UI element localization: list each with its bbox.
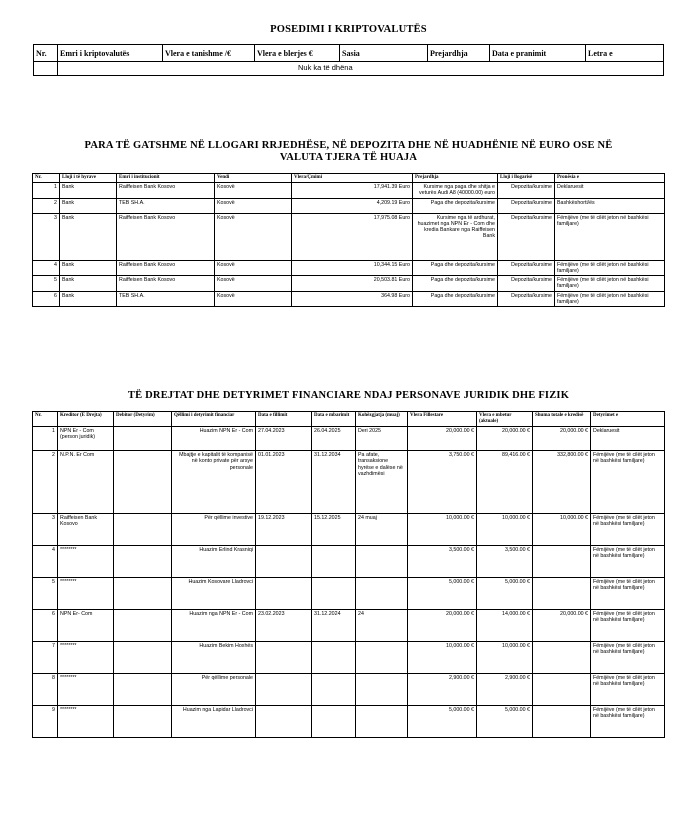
accounts-cell: Kursime nga të ardhurat, huazimet nga NPN Er - Com dhe kredia Bankare nga Raiffeisen Bank — [413, 213, 498, 260]
liabilities-cell — [356, 546, 408, 578]
liabilities-cell: 7 — [33, 642, 58, 674]
accounts-cell: Raiffeisen Bank Kosovo — [117, 276, 215, 292]
liabilities-header-cell: Vlera e mbetur (aktuale) — [477, 412, 533, 427]
liabilities-cell: Huazim Kosovare Lladrovci — [172, 578, 256, 610]
accounts-cell: Raiffeisen Bank Kosovo — [117, 260, 215, 276]
liabilities-cell: 3 — [33, 514, 58, 546]
liabilities-cell: Mbajtje e kapitalit të kompanisë në konto private për arsye personale — [172, 451, 256, 514]
crypto-header-row — [34, 45, 664, 62]
liabilities-cell — [533, 578, 591, 610]
liabilities-cell: ******** — [58, 674, 114, 706]
accounts-cell: Kosovë — [215, 291, 292, 307]
liabilities-cell: 332,800.00 € — [533, 451, 591, 514]
liabilities-cell: N.P.N. Er Com — [58, 451, 114, 514]
accounts-cell: Bank — [60, 260, 117, 276]
accounts-header-cell: Lloji i të hyrave — [60, 174, 117, 183]
liabilities-cell — [256, 706, 312, 738]
liabilities-cell: Fëmijëve (me të cilët jeton në bashkësi familjare) — [591, 514, 665, 546]
liabilities-row — [33, 578, 665, 610]
liabilities-cell: 3,500.00 € — [477, 546, 533, 578]
liabilities-cell: 3,500.00 € — [408, 546, 477, 578]
liabilities-header-cell: Data e fillimit — [256, 412, 312, 427]
accounts-cell: Depozita/kursime — [498, 260, 555, 276]
liabilities-table — [32, 411, 665, 738]
accounts-cell: 4,209.19 Euro — [292, 198, 413, 213]
liabilities-cell: Huazim nga Lapidar Lladrovci — [172, 706, 256, 738]
accounts-cell: Kosovë — [215, 260, 292, 276]
accounts-title-line1: PARA TË GATSHME NË LLOGARI RRJEDHËSE, NË DEPOZITA DHE NË HUADHËNIE NË EURO OSE NË — [84, 140, 613, 151]
accounts-cell: TEB SH.A. — [117, 198, 215, 213]
accounts-cell: Kosovë — [215, 198, 292, 213]
liabilities-cell: 9 — [33, 706, 58, 738]
crypto-header-cell: Vlera e blerjes € — [255, 45, 340, 62]
accounts-cell: 6 — [33, 291, 60, 307]
liabilities-cell: NPN Er - Com (person juridik) — [58, 427, 114, 451]
liabilities-cell — [256, 546, 312, 578]
accounts-cell: 1 — [33, 183, 60, 199]
accounts-cell: 4 — [33, 260, 60, 276]
accounts-row — [33, 213, 665, 260]
liabilities-cell: Fëmijëve (me të cilët jeton në bashkësi familjare) — [591, 674, 665, 706]
liabilities-cell: 5,000.00 € — [477, 578, 533, 610]
liabilities-cell: 2,900.00 € — [408, 674, 477, 706]
liabilities-cell: 26.04.2025 — [312, 427, 356, 451]
liabilities-cell: Fëmijëve (me të cilët jeton në bashkësi familjare) — [591, 610, 665, 642]
liabilities-cell: ******** — [58, 642, 114, 674]
liabilities-row — [33, 514, 665, 546]
liabilities-cell: 5,000.00 € — [408, 578, 477, 610]
liabilities-header-cell: Qëllimi i detyrimit financiar — [172, 412, 256, 427]
liabilities-title: TË DREJTAT DHE DETYRIMET FINANCIARE NDAJ PERSONAVE JURIDIK DHE FIZIK — [127, 390, 570, 401]
liabilities-cell: 8 — [33, 674, 58, 706]
liabilities-row — [33, 674, 665, 706]
accounts-header-cell: Pronësia e — [555, 174, 665, 183]
accounts-cell: Paga dhe depozita/kursime — [413, 198, 498, 213]
liabilities-row — [33, 706, 665, 738]
crypto-title: POSEDIMI I KRIPTOVALUTËS — [270, 24, 427, 35]
liabilities-cell: 31.12.2024 — [312, 610, 356, 642]
accounts-cell: Bank — [60, 213, 117, 260]
liabilities-cell: Huazim Bekim Hoxhës — [172, 642, 256, 674]
liabilities-cell: 20,000.00 € — [477, 427, 533, 451]
liabilities-cell: 27.04.2023 — [256, 427, 312, 451]
crypto-header-cell: Prejardhja — [428, 45, 490, 62]
liabilities-cell: 5 — [33, 578, 58, 610]
accounts-header-cell: Prejardhja — [413, 174, 498, 183]
crypto-header-cell: Emri i kriptovalutës — [58, 45, 163, 62]
crypto-header-cell: Vlera e tanishme /€ — [163, 45, 255, 62]
accounts-header-cell: Nr. — [33, 174, 60, 183]
accounts-cell: Kosovë — [215, 183, 292, 199]
accounts-cell: TEB SH.A. — [117, 291, 215, 307]
liabilities-cell: 20,000.00 € — [533, 610, 591, 642]
accounts-header-cell: Vlera/Çmimi — [292, 174, 413, 183]
liabilities-cell: 20,000.00 € — [408, 610, 477, 642]
accounts-cell: Depozita/kursime — [498, 276, 555, 292]
liabilities-cell — [256, 578, 312, 610]
accounts-row — [33, 183, 665, 199]
accounts-cell: Kosovë — [215, 276, 292, 292]
liabilities-cell: 3,750.00 € — [408, 451, 477, 514]
liabilities-row — [33, 642, 665, 674]
liabilities-cell: ******** — [58, 706, 114, 738]
accounts-cell: Raiffeisen Bank Kosovo — [117, 213, 215, 260]
accounts-cell: Bank — [60, 198, 117, 213]
liabilities-cell: Raiffeisen Bank Kosovo — [58, 514, 114, 546]
liabilities-cell: 89,416.00 € — [477, 451, 533, 514]
liabilities-cell: 10,000.00 € — [477, 642, 533, 674]
liabilities-cell — [256, 674, 312, 706]
liabilities-header-cell: Detyrimet e — [591, 412, 665, 427]
liabilities-cell — [533, 642, 591, 674]
liabilities-cell — [114, 706, 172, 738]
accounts-cell: 2 — [33, 198, 60, 213]
liabilities-header-cell: Kreditor (E Drejta) — [58, 412, 114, 427]
liabilities-cell — [312, 578, 356, 610]
liabilities-cell: NPN Er- Com — [58, 610, 114, 642]
liabilities-cell — [356, 642, 408, 674]
liabilities-cell: 2,900.00 € — [477, 674, 533, 706]
liabilities-cell: ******** — [58, 578, 114, 610]
liabilities-cell: Fëmijëve (me të cilët jeton në bashkësi familjare) — [591, 578, 665, 610]
liabilities-header-cell: Debitor (Detyrim) — [114, 412, 172, 427]
liabilities-cell: 10,000.00 € — [477, 514, 533, 546]
liabilities-row — [33, 451, 665, 514]
accounts-cell: 364.98 Euro — [292, 291, 413, 307]
accounts-cell: Deklaruesit — [555, 183, 665, 199]
accounts-cell: Bank — [60, 276, 117, 292]
liabilities-cell — [114, 514, 172, 546]
liabilities-cell — [114, 427, 172, 451]
liabilities-cell: Për qëllime investive — [172, 514, 256, 546]
liabilities-cell: Pa afate, transaksione hyrëse e dalëse në vazhdimësi — [356, 451, 408, 514]
accounts-cell: Depozita/kursime — [498, 291, 555, 307]
liabilities-header-cell: Kohëzgjatja (muaj) — [356, 412, 408, 427]
accounts-cell: Fëmijëve (me të cilët jeton në bashkësi familjare) — [555, 291, 665, 307]
accounts-table — [32, 173, 665, 307]
accounts-cell: Bashkëshorti/ës — [555, 198, 665, 213]
liabilities-row — [33, 610, 665, 642]
liabilities-cell: ******** — [58, 546, 114, 578]
accounts-cell: Depozita/kursime — [498, 198, 555, 213]
accounts-row — [33, 291, 665, 307]
liabilities-cell — [356, 674, 408, 706]
liabilities-cell: Fëmijëve (me të cilët jeton në bashkësi familjare) — [591, 642, 665, 674]
crypto-empty-text: Nuk ka të dhëna — [58, 62, 664, 76]
liabilities-cell: 31.12.2034 — [312, 451, 356, 514]
liabilities-cell: 4 — [33, 546, 58, 578]
liabilities-cell: Deri 2025 — [356, 427, 408, 451]
liabilities-cell: 01.01.2023 — [256, 451, 312, 514]
accounts-cell: Paga dhe depozita/kursime — [413, 276, 498, 292]
accounts-header-row — [33, 174, 665, 183]
accounts-header-cell: Lloji i llogarisë — [498, 174, 555, 183]
accounts-cell: Fëmijëve (me të cilët jeton në bashkësi familjare) — [555, 260, 665, 276]
liabilities-cell — [256, 642, 312, 674]
liabilities-cell: 20,000.00 € — [408, 427, 477, 451]
accounts-title-line2: VALUTA TJERA TË HUAJA — [279, 152, 418, 163]
liabilities-row — [33, 546, 665, 578]
liabilities-cell — [312, 674, 356, 706]
accounts-cell: 17,975.08 Euro — [292, 213, 413, 260]
liabilities-cell: 24 muaj — [356, 514, 408, 546]
liabilities-cell: 20,000.00 € — [533, 427, 591, 451]
crypto-header-cell: Sasia — [340, 45, 428, 62]
accounts-cell: 5 — [33, 276, 60, 292]
liabilities-cell: 5,000.00 € — [477, 706, 533, 738]
liabilities-cell — [533, 674, 591, 706]
liabilities-header-cell: Shuma totale e kredisë — [533, 412, 591, 427]
liabilities-header-cell: Nr. — [33, 412, 58, 427]
liabilities-cell: 24 — [356, 610, 408, 642]
accounts-row — [33, 260, 665, 276]
liabilities-cell — [114, 546, 172, 578]
liabilities-cell: 23.02.2023 — [256, 610, 312, 642]
accounts-cell: Paga dhe depozita/kursime — [413, 291, 498, 307]
liabilities-cell: 2 — [33, 451, 58, 514]
crypto-table — [33, 44, 664, 76]
liabilities-cell: 1 — [33, 427, 58, 451]
liabilities-cell: Huazim nga NPN Er - Com — [172, 610, 256, 642]
accounts-header-cell: Vendi — [215, 174, 292, 183]
accounts-cell: Fëmijëve (me të cilët jeton në bashkësi familjare) — [555, 276, 665, 292]
crypto-header-cell: Data e pranimit — [490, 45, 586, 62]
accounts-cell: Kosovë — [215, 213, 292, 260]
liabilities-cell: 5,000.00 € — [408, 706, 477, 738]
liabilities-cell — [312, 546, 356, 578]
liabilities-cell — [114, 610, 172, 642]
accounts-cell: 17,941.39 Euro — [292, 183, 413, 199]
liabilities-cell: Huazim NPN Er - Com — [172, 427, 256, 451]
liabilities-cell — [356, 578, 408, 610]
liabilities-header-row — [33, 412, 665, 427]
liabilities-cell — [312, 642, 356, 674]
liabilities-cell — [114, 578, 172, 610]
liabilities-cell: Fëmijëve (me të cilët jeton në bashkësi familjare) — [591, 546, 665, 578]
liabilities-cell — [533, 706, 591, 738]
crypto-header-cell: Letra e — [586, 45, 664, 62]
accounts-cell: 10,344.15 Euro — [292, 260, 413, 276]
accounts-cell: Bank — [60, 291, 117, 307]
liabilities-cell: Huazim Erlind Krasniqi — [172, 546, 256, 578]
accounts-header-cell: Emri i institucionit — [117, 174, 215, 183]
liabilities-cell: 15.12.2025 — [312, 514, 356, 546]
liabilities-cell: 10,000.00 € — [408, 514, 477, 546]
liabilities-cell — [356, 706, 408, 738]
liabilities-cell: Fëmijëve (me të cilët jeton në bashkësi familjare) — [591, 706, 665, 738]
accounts-cell: 20,503.81 Euro — [292, 276, 413, 292]
accounts-cell: Depozita/kursime — [498, 183, 555, 199]
accounts-cell: Kursime nga paga dhe shitja e veturës Audi A8 (40000.00) euro — [413, 183, 498, 199]
accounts-cell: Fëmijëve (me të cilët jeton në bashkësi familjare) — [555, 213, 665, 260]
accounts-cell: Raiffeisen Bank Kosovo — [117, 183, 215, 199]
accounts-row — [33, 198, 665, 213]
crypto-empty-row — [34, 62, 664, 76]
liabilities-header-cell: Data e mbarimit — [312, 412, 356, 427]
liabilities-cell — [533, 546, 591, 578]
accounts-cell: Bank — [60, 183, 117, 199]
accounts-cell: Depozita/kursime — [498, 213, 555, 260]
crypto-header-cell: Nr. — [34, 45, 58, 62]
liabilities-cell: 19.12.2023 — [256, 514, 312, 546]
liabilities-cell — [114, 451, 172, 514]
liabilities-cell: 14,000.00 € — [477, 610, 533, 642]
liabilities-cell: 6 — [33, 610, 58, 642]
accounts-cell: Paga dhe depozita/kursime — [413, 260, 498, 276]
accounts-cell: 3 — [33, 213, 60, 260]
liabilities-cell — [114, 642, 172, 674]
liabilities-cell: 10,000.00 € — [408, 642, 477, 674]
liabilities-cell: Deklaruesit — [591, 427, 665, 451]
liabilities-header-cell: Vlera Fillestare — [408, 412, 477, 427]
liabilities-cell: Fëmijëve (me të cilët jeton në bashkësi familjare) — [591, 451, 665, 514]
liabilities-cell — [312, 706, 356, 738]
liabilities-cell: Për qëllime personale — [172, 674, 256, 706]
liabilities-row — [33, 427, 665, 451]
liabilities-cell — [114, 674, 172, 706]
accounts-row — [33, 276, 665, 292]
liabilities-cell: 10,000.00 € — [533, 514, 591, 546]
